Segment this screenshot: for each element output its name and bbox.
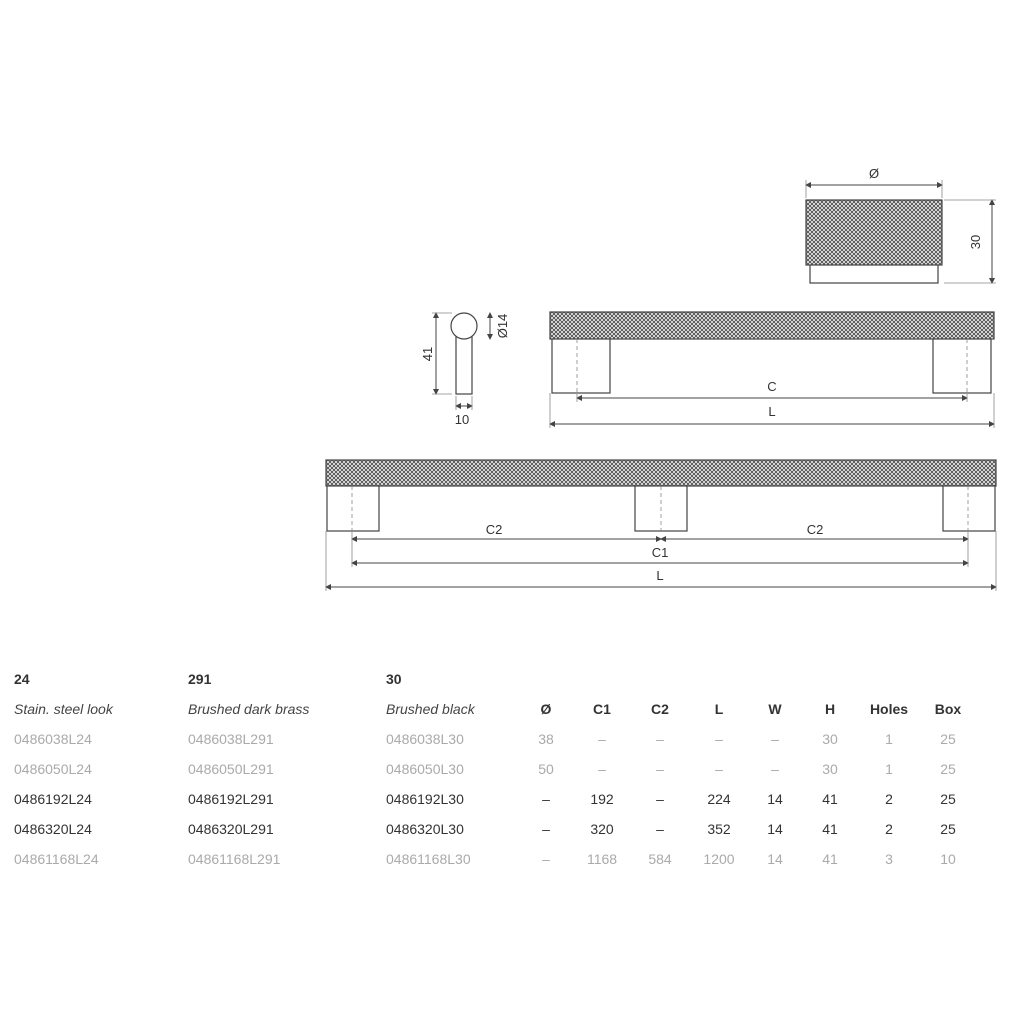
spec-value: – bbox=[542, 851, 550, 867]
c2-left-label: C2 bbox=[485, 522, 503, 537]
spec-value: 25 bbox=[940, 791, 956, 807]
article-code: 0486192L291 bbox=[188, 791, 274, 807]
knob-base bbox=[810, 265, 938, 283]
side-height-label: 41 bbox=[420, 346, 435, 362]
three-post-handle-view bbox=[326, 460, 996, 591]
article-code: 0486050L24 bbox=[14, 761, 92, 777]
knob-height-label: 30 bbox=[968, 234, 983, 250]
left-post bbox=[552, 339, 610, 393]
finish-name-24: Stain. steel look bbox=[14, 701, 113, 717]
spec-value: – bbox=[771, 761, 779, 777]
spec-value: 1168 bbox=[586, 851, 618, 867]
finish-code-291: 291 bbox=[188, 671, 212, 687]
article-code: 0486320L30 bbox=[386, 821, 464, 837]
spec-value: – bbox=[715, 761, 723, 777]
side-width-label: 10 bbox=[454, 412, 470, 427]
spec-value: – bbox=[656, 821, 664, 837]
spec-value: – bbox=[656, 761, 664, 777]
spec-value: 30 bbox=[822, 761, 838, 777]
article-code: 0486320L291 bbox=[188, 821, 274, 837]
spec-value: 30 bbox=[822, 731, 838, 747]
article-code: 0486038L291 bbox=[188, 731, 274, 747]
finish-name-30: Brushed black bbox=[386, 701, 475, 717]
spec-value: 192 bbox=[590, 791, 614, 807]
article-code: 0486192L30 bbox=[386, 791, 464, 807]
spec-value: – bbox=[715, 731, 723, 747]
side-bar-circle bbox=[451, 313, 477, 339]
spec-value: 3 bbox=[885, 851, 893, 867]
article-code: 04861168L30 bbox=[386, 851, 471, 867]
spec-value: 1 bbox=[885, 731, 893, 747]
header-w: W bbox=[768, 701, 782, 717]
long-right-post bbox=[943, 486, 995, 531]
handle-bar-knurled bbox=[550, 312, 994, 339]
spec-value: 584 bbox=[648, 851, 672, 867]
spec-value: 224 bbox=[707, 791, 731, 807]
article-code: 0486192L24 bbox=[14, 791, 92, 807]
spec-value: 25 bbox=[940, 731, 956, 747]
spec-value: – bbox=[771, 731, 779, 747]
spec-value: 1 bbox=[885, 761, 893, 777]
article-code: 0486038L30 bbox=[386, 731, 464, 747]
header-c2: C2 bbox=[651, 701, 669, 717]
right-post bbox=[933, 339, 991, 393]
spec-value: 41 bbox=[822, 821, 838, 837]
finish-code-30: 30 bbox=[386, 671, 402, 687]
c1-label: C1 bbox=[651, 545, 669, 560]
article-code: 0486050L291 bbox=[188, 761, 274, 777]
spec-value: 2 bbox=[885, 791, 893, 807]
spec-value: – bbox=[598, 761, 606, 777]
spec-value: – bbox=[598, 731, 606, 747]
spec-value: – bbox=[542, 821, 550, 837]
knob-diameter-label: Ø bbox=[868, 166, 880, 181]
spec-value: – bbox=[542, 791, 550, 807]
spec-value: 14 bbox=[767, 851, 783, 867]
spec-value: 320 bbox=[590, 821, 614, 837]
spec-value: 41 bbox=[822, 851, 838, 867]
spec-value: – bbox=[656, 791, 664, 807]
article-code: 04861168L291 bbox=[188, 851, 281, 867]
finish-name-291: Brushed dark brass bbox=[188, 701, 310, 717]
two-post-handle-view bbox=[550, 312, 994, 428]
header-h: H bbox=[824, 701, 836, 717]
article-code: 0486320L24 bbox=[14, 821, 92, 837]
knob-knurled-body bbox=[806, 200, 942, 265]
c2-right-label: C2 bbox=[806, 522, 824, 537]
spec-value: 25 bbox=[940, 761, 956, 777]
header-holes: Holes bbox=[869, 701, 909, 717]
spec-value: 14 bbox=[767, 821, 783, 837]
spec-table bbox=[0, 660, 1024, 890]
article-code: 0486038L24 bbox=[14, 731, 92, 747]
spec-value: 41 bbox=[822, 791, 838, 807]
header-diameter: Ø bbox=[540, 701, 552, 717]
knob-view bbox=[806, 166, 996, 283]
spec-value: 14 bbox=[767, 791, 783, 807]
article-code: 0486050L30 bbox=[386, 761, 464, 777]
spec-value: 10 bbox=[940, 851, 956, 867]
long-handle-bar-knurled bbox=[326, 460, 996, 486]
spec-value: 38 bbox=[538, 731, 554, 747]
spec-value: 352 bbox=[707, 821, 731, 837]
article-code: 04861168L24 bbox=[14, 851, 99, 867]
header-box: Box bbox=[934, 701, 962, 717]
l-label-two-post: L bbox=[768, 404, 776, 419]
spec-value: – bbox=[656, 731, 664, 747]
finish-code-24: 24 bbox=[14, 671, 30, 687]
spec-value: 1200 bbox=[703, 851, 735, 867]
header-l: L bbox=[714, 701, 724, 717]
long-left-post bbox=[327, 486, 379, 531]
l-label-three-post: L bbox=[656, 568, 664, 583]
header-c1: C1 bbox=[593, 701, 611, 717]
side-profile-view bbox=[420, 313, 510, 427]
side-diameter-label: Ø14 bbox=[495, 313, 510, 339]
spec-value: 2 bbox=[885, 821, 893, 837]
c-label: C bbox=[767, 379, 777, 394]
spec-value: 50 bbox=[538, 761, 554, 777]
side-post bbox=[456, 330, 472, 394]
spec-value: 25 bbox=[940, 821, 956, 837]
